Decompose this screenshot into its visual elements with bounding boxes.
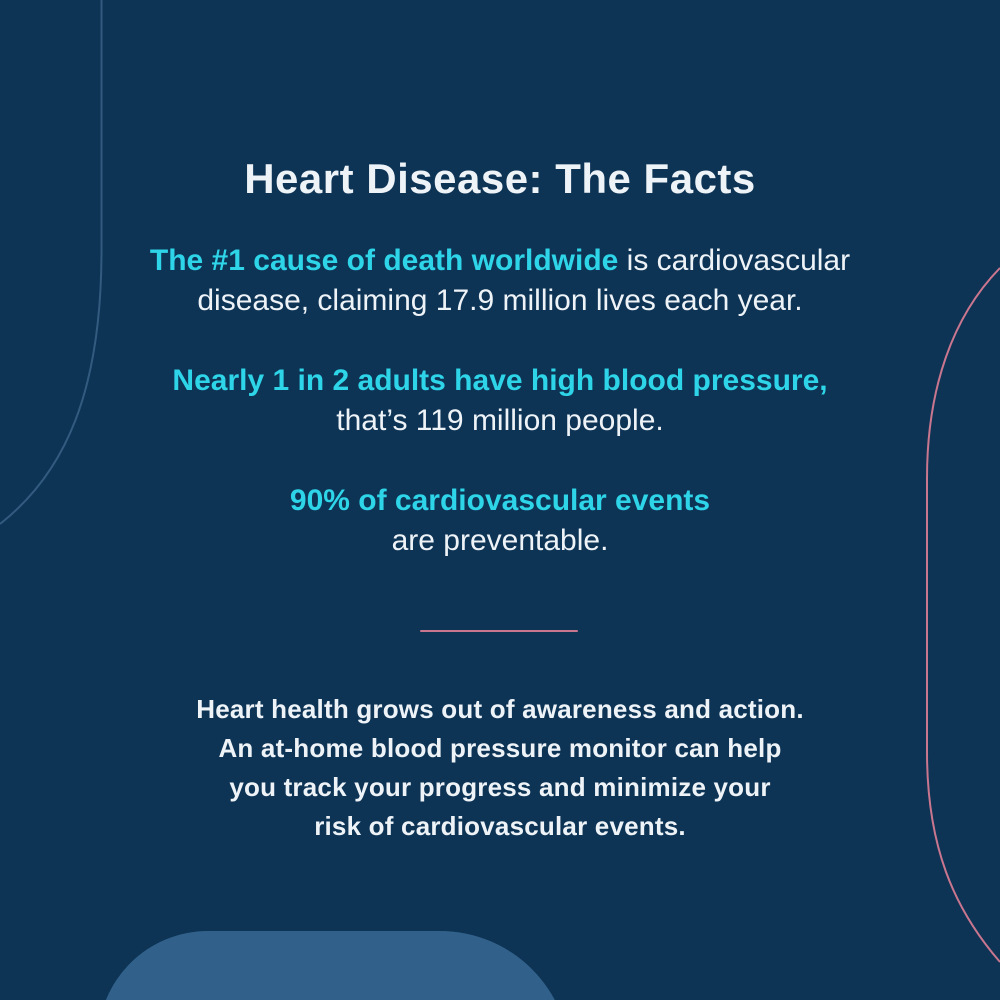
fact-line: are preventable. <box>391 524 609 557</box>
fact-line: that’s 119 million people. <box>336 404 664 437</box>
fact-line: disease, claiming 17.9 million lives each year. <box>197 284 803 317</box>
bottom-rounded-shape <box>98 931 570 1000</box>
fact-highlight: Nearly 1 in 2 adults have high blood pressure, <box>172 364 828 397</box>
footer-line: An at-home blood pressure monitor can help <box>218 733 782 763</box>
footer-line: you track your progress and minimize your <box>229 772 771 802</box>
footer-line: Heart health grows out of awareness and action. <box>196 694 804 724</box>
footer-message <box>0 690 1000 846</box>
pink-divider-line <box>420 630 578 632</box>
fact-worldwide-deaths <box>0 241 1000 321</box>
fact-highlight: 90% of cardiovascular events <box>289 484 711 517</box>
footer-line: risk of cardiovascular events. <box>314 811 686 841</box>
fact-blood-pressure <box>0 361 1000 441</box>
fact-line <box>0 241 1000 281</box>
fact-rest: is cardiovascular <box>618 244 851 277</box>
page-title: Heart Disease: The Facts <box>244 155 756 202</box>
fact-highlight: The #1 cause of death worldwide <box>149 244 619 277</box>
fact-preventable-events <box>0 481 1000 561</box>
